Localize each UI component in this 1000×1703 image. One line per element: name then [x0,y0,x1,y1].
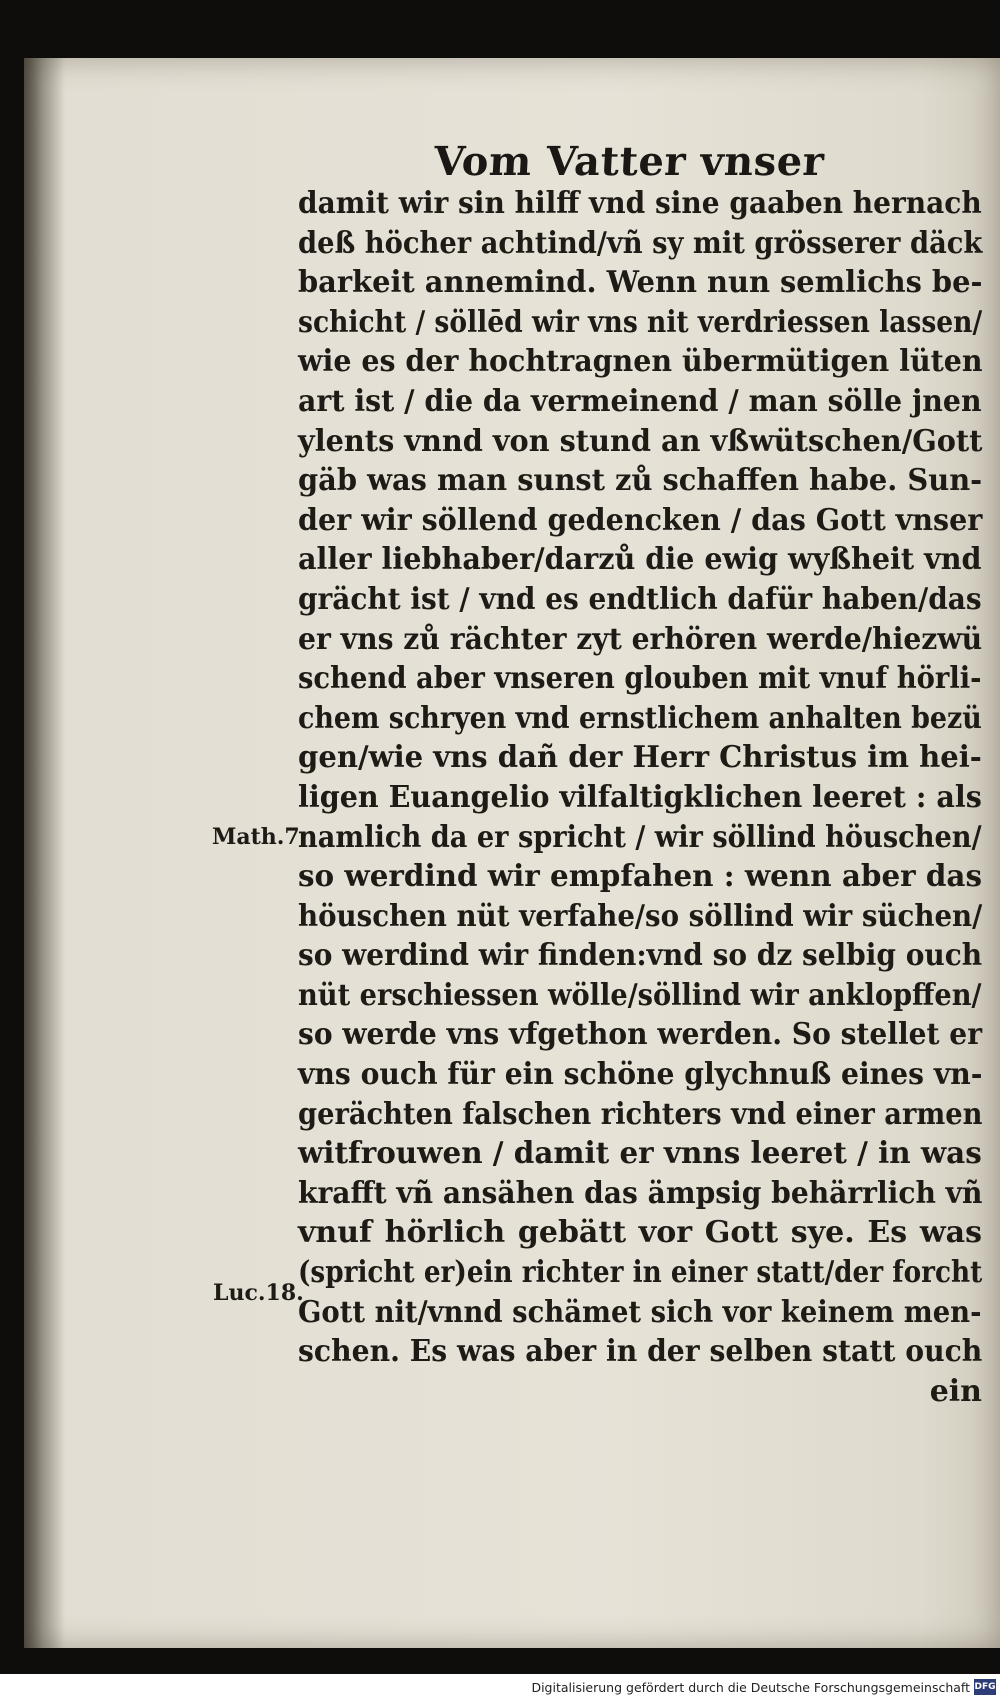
text-line: barkeit annemind. Wenn nun semlichs be- [298,265,983,301]
text-line: der wir söllend gedencken / das Gott vnser [298,502,983,538]
funding-credit: Digitalisierung gefördert durch die Deutsche Forschungsgemeinschaft [531,1680,970,1695]
text-line: art ist / die da vermeinend / man sölle jnen [298,383,982,419]
margin-note-matthew: Math.7. [212,824,308,850]
text-line: gäb was man sunst zů schaffen habe. Sun- [298,463,983,499]
text-line: grächt ist / vnd es endtlich dafür haben/das [298,581,982,617]
book-page [24,58,1000,1648]
text-line: ligen Euangelio vilfaltigklichen leeret : als [298,779,982,815]
text-line: nüt erschiessen wölle/söllind wir anklopffen/ [298,977,982,1013]
text-line: gerächten falschen richters vnd einer armen [298,1096,983,1132]
text-line: vnuf hörlich gebätt vor Gott sye. Es was [298,1215,982,1251]
text-line: gen/wie vns dañ der Herr Christus im hei- [298,740,982,776]
text-line: (spricht er)ein richter in einer statt/der forcht [298,1255,983,1291]
text-line: schend aber vnseren glouben mit vnuf hörli- [298,661,982,697]
running-head: Vom Vatter vnser [432,138,826,185]
text-line: ylents vnnd von stund an vßwütschen/Gott [298,423,983,459]
dfg-logo-icon: DFG [974,1679,996,1695]
text-line: höuschen nüt verfahe/so söllind wir süchen/ [298,898,983,934]
text-line: so werdind wir finden:vnd so dz selbig ouch [298,938,983,974]
text-line: Gott nit/vnnd schämet sich vor keinem men- [298,1294,982,1330]
text-line: witfrouwen / damit er vnns leeret / in was [298,1136,982,1172]
text-line: damit wir sin hilff vnd sine gaaben hernach [298,186,982,221]
text-line: krafft vñ ansähen das ämpsig behärrlich vñ [298,1175,983,1211]
text-line: wie es der hochtragnen übermütigen lüten [298,344,983,380]
footer-bar [0,1674,1000,1703]
text-line: so werdind wir empfahen : wenn aber das [298,859,983,895]
page-gutter-shadow [24,58,64,1648]
text-line: schen. Es was aber in der selben statt ouch [298,1334,983,1370]
text-line: so werde vns vfgethon werden. So stellet er [298,1017,983,1053]
text-line: vns ouch für ein schöne glychnuß eines vn- [298,1057,983,1093]
margin-note-luke: Luc.18. [213,1280,304,1306]
catchword: ein [929,1373,982,1409]
text-line: er vns zů rächter zyt erhören werde/hiezwü [298,621,983,657]
text-line: namlich da er spricht / wir söllind höuschen/ [298,819,982,855]
text-line: schicht / söllēd wir vns nit verdriessen lassen/ [298,304,983,340]
text-line: aller liebhaber/darzů die ewig wyßheit vnd [298,542,982,578]
text-line: deß höcher achtind/vñ sy mit grösserer däck [298,225,983,261]
main-text-block [298,184,982,1411]
text-line: chem schryen vnd ernstlichem anhalten bezü [298,700,982,736]
